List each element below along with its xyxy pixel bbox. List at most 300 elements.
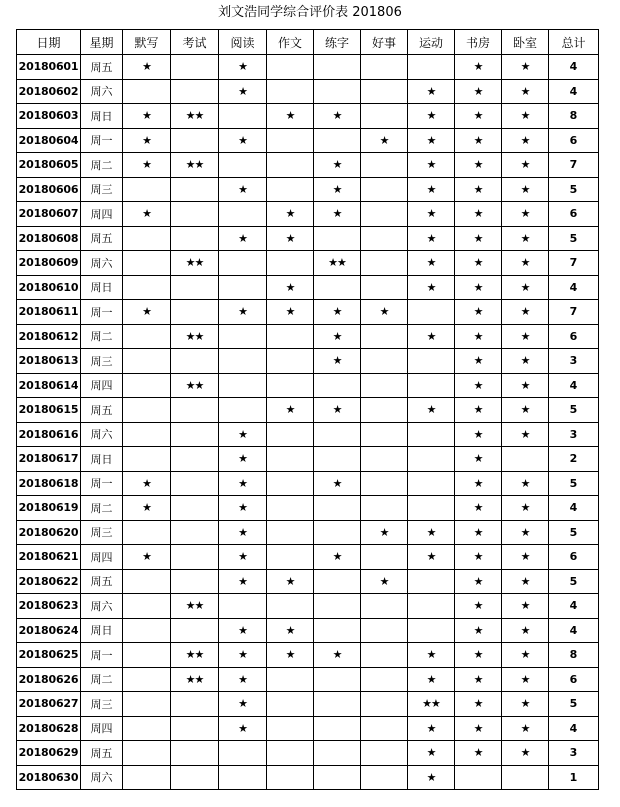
star-cell: ★ [219, 226, 267, 251]
table-row [17, 618, 599, 643]
star-cell: ★ [219, 55, 267, 80]
star-cell: ★ [502, 667, 549, 692]
column-header: 练字 [314, 30, 361, 55]
total-cell: 5 [549, 520, 599, 545]
weekday-cell: 周四 [81, 202, 123, 227]
star-cell: ★ [455, 643, 502, 668]
star-cell [219, 594, 267, 619]
star-cell [123, 716, 171, 741]
star-cell [314, 520, 361, 545]
star-cell [314, 692, 361, 717]
star-cell [123, 765, 171, 790]
star-cell: ★ [502, 496, 549, 521]
table-row [17, 373, 599, 398]
star-cell: ★ [219, 447, 267, 472]
star-cell: ★ [314, 153, 361, 178]
star-cell: ★ [455, 741, 502, 766]
star-cell [267, 177, 314, 202]
star-cell [361, 349, 408, 374]
column-header: 总计 [549, 30, 599, 55]
star-cell [361, 422, 408, 447]
star-cell: ★ [314, 545, 361, 570]
star-cell [171, 692, 219, 717]
total-cell: 6 [549, 202, 599, 227]
star-cell [361, 104, 408, 129]
star-cell: ★ [502, 618, 549, 643]
table-row [17, 104, 599, 129]
star-cell: ★ [455, 618, 502, 643]
star-cell: ★ [314, 643, 361, 668]
star-cell [267, 496, 314, 521]
star-cell [314, 594, 361, 619]
star-cell: ★ [219, 667, 267, 692]
star-cell [267, 55, 314, 80]
star-cell [267, 667, 314, 692]
star-cell: ★ [219, 569, 267, 594]
table-row [17, 422, 599, 447]
star-cell: ★ [502, 226, 549, 251]
star-cell [123, 422, 171, 447]
table-row [17, 55, 599, 80]
star-cell [361, 177, 408, 202]
date-cell: 20180626 [17, 667, 81, 692]
star-cell: ★ [314, 324, 361, 349]
star-cell [123, 349, 171, 374]
star-cell [171, 545, 219, 570]
star-cell [361, 226, 408, 251]
star-cell [361, 741, 408, 766]
star-cell: ★ [408, 520, 455, 545]
table-row [17, 79, 599, 104]
column-header: 日期 [17, 30, 81, 55]
date-cell: 20180630 [17, 765, 81, 790]
star-cell [361, 765, 408, 790]
table-row [17, 716, 599, 741]
star-cell [123, 251, 171, 276]
star-cell [267, 741, 314, 766]
star-cell: ★ [455, 692, 502, 717]
star-cell [123, 643, 171, 668]
star-cell: ★ [455, 153, 502, 178]
total-cell: 4 [549, 594, 599, 619]
star-cell: ★ [267, 300, 314, 325]
date-cell: 20180619 [17, 496, 81, 521]
table-row [17, 349, 599, 374]
star-cell [361, 471, 408, 496]
star-cell: ★ [502, 692, 549, 717]
weekday-cell: 周三 [81, 520, 123, 545]
table-row [17, 275, 599, 300]
star-cell [219, 741, 267, 766]
star-cell [314, 765, 361, 790]
star-cell [219, 104, 267, 129]
weekday-cell: 周五 [81, 741, 123, 766]
star-cell: ★ [455, 447, 502, 472]
star-cell [408, 373, 455, 398]
weekday-cell: 周一 [81, 643, 123, 668]
date-cell: 20180605 [17, 153, 81, 178]
table-row [17, 324, 599, 349]
date-cell: 20180622 [17, 569, 81, 594]
star-cell [314, 79, 361, 104]
star-cell: ★ [455, 128, 502, 153]
weekday-cell: 周六 [81, 422, 123, 447]
weekday-cell: 周三 [81, 692, 123, 717]
star-cell [123, 569, 171, 594]
star-cell [267, 373, 314, 398]
star-cell: ★ [361, 128, 408, 153]
star-cell: ★★ [171, 594, 219, 619]
star-cell: ★ [408, 202, 455, 227]
star-cell [314, 373, 361, 398]
total-cell: 5 [549, 177, 599, 202]
star-cell [361, 153, 408, 178]
star-cell [408, 618, 455, 643]
star-cell: ★ [267, 398, 314, 423]
star-cell [361, 667, 408, 692]
weekday-cell: 周六 [81, 79, 123, 104]
star-cell: ★ [267, 226, 314, 251]
star-cell: ★ [219, 618, 267, 643]
star-cell [267, 520, 314, 545]
star-cell: ★ [219, 520, 267, 545]
star-cell: ★★ [171, 373, 219, 398]
star-cell [171, 496, 219, 521]
total-cell: 8 [549, 643, 599, 668]
star-cell: ★ [455, 716, 502, 741]
weekday-cell: 周四 [81, 373, 123, 398]
star-cell: ★ [455, 349, 502, 374]
star-cell [219, 398, 267, 423]
column-header: 阅读 [219, 30, 267, 55]
star-cell: ★ [455, 667, 502, 692]
star-cell: ★ [455, 251, 502, 276]
date-cell: 20180618 [17, 471, 81, 496]
star-cell: ★ [267, 569, 314, 594]
table-row [17, 251, 599, 276]
star-cell [314, 741, 361, 766]
star-cell: ★ [314, 300, 361, 325]
star-cell [408, 594, 455, 619]
total-cell: 6 [549, 324, 599, 349]
star-cell [408, 300, 455, 325]
star-cell [314, 496, 361, 521]
star-cell [361, 373, 408, 398]
date-cell: 20180614 [17, 373, 81, 398]
star-cell [267, 128, 314, 153]
star-cell: ★ [455, 226, 502, 251]
star-cell: ★ [455, 324, 502, 349]
star-cell [219, 324, 267, 349]
star-cell [171, 398, 219, 423]
star-cell: ★ [502, 324, 549, 349]
star-cell [361, 496, 408, 521]
date-cell: 20180609 [17, 251, 81, 276]
star-cell: ★ [455, 520, 502, 545]
star-cell: ★ [502, 251, 549, 276]
star-cell: ★ [502, 520, 549, 545]
star-cell: ★ [219, 471, 267, 496]
column-header: 卧室 [502, 30, 549, 55]
star-cell [171, 349, 219, 374]
star-cell: ★ [455, 398, 502, 423]
star-cell: ★ [219, 692, 267, 717]
star-cell [123, 373, 171, 398]
star-cell: ★ [502, 471, 549, 496]
total-cell: 3 [549, 422, 599, 447]
star-cell: ★ [123, 545, 171, 570]
star-cell: ★★ [171, 104, 219, 129]
star-cell [267, 765, 314, 790]
total-cell: 6 [549, 128, 599, 153]
star-cell: ★ [408, 104, 455, 129]
table-body [17, 55, 599, 790]
star-cell [267, 422, 314, 447]
star-cell [171, 447, 219, 472]
star-cell: ★ [314, 349, 361, 374]
weekday-cell: 周二 [81, 324, 123, 349]
date-cell: 20180624 [17, 618, 81, 643]
star-cell: ★★ [314, 251, 361, 276]
star-cell: ★ [502, 275, 549, 300]
star-cell: ★ [455, 422, 502, 447]
star-cell: ★ [455, 569, 502, 594]
star-cell [408, 422, 455, 447]
star-cell: ★ [314, 398, 361, 423]
star-cell: ★ [455, 373, 502, 398]
star-cell: ★ [408, 128, 455, 153]
star-cell: ★★ [171, 643, 219, 668]
star-cell [361, 202, 408, 227]
star-cell: ★ [123, 202, 171, 227]
star-cell: ★ [123, 496, 171, 521]
star-cell [171, 202, 219, 227]
star-cell: ★ [219, 496, 267, 521]
column-header: 好事 [361, 30, 408, 55]
total-cell: 5 [549, 398, 599, 423]
date-cell: 20180629 [17, 741, 81, 766]
star-cell: ★ [502, 398, 549, 423]
table-row [17, 128, 599, 153]
weekday-cell: 周二 [81, 153, 123, 178]
star-cell [267, 594, 314, 619]
star-cell: ★ [123, 153, 171, 178]
date-cell: 20180613 [17, 349, 81, 374]
star-cell [171, 569, 219, 594]
star-cell [123, 275, 171, 300]
star-cell: ★ [219, 643, 267, 668]
total-cell: 3 [549, 349, 599, 374]
star-cell [361, 324, 408, 349]
column-header: 书房 [455, 30, 502, 55]
table-row [17, 667, 599, 692]
star-cell [171, 128, 219, 153]
date-cell: 20180607 [17, 202, 81, 227]
star-cell: ★ [267, 618, 314, 643]
weekday-cell: 周六 [81, 251, 123, 276]
weekday-cell: 周三 [81, 177, 123, 202]
star-cell [314, 55, 361, 80]
date-cell: 20180621 [17, 545, 81, 570]
total-cell: 7 [549, 300, 599, 325]
table-row [17, 741, 599, 766]
star-cell [408, 496, 455, 521]
header-row [17, 30, 599, 55]
star-cell: ★ [314, 471, 361, 496]
star-cell: ★ [408, 765, 455, 790]
date-cell: 20180604 [17, 128, 81, 153]
date-cell: 20180601 [17, 55, 81, 80]
star-cell [123, 618, 171, 643]
star-cell [171, 177, 219, 202]
table-row [17, 643, 599, 668]
star-cell: ★ [502, 177, 549, 202]
total-cell: 8 [549, 104, 599, 129]
star-cell [361, 545, 408, 570]
date-cell: 20180612 [17, 324, 81, 349]
star-cell [267, 153, 314, 178]
star-cell: ★ [123, 471, 171, 496]
table-row [17, 594, 599, 619]
table-row [17, 496, 599, 521]
total-cell: 4 [549, 79, 599, 104]
star-cell [171, 741, 219, 766]
star-cell [314, 422, 361, 447]
total-cell: 3 [549, 741, 599, 766]
star-cell: ★ [361, 520, 408, 545]
star-cell [267, 79, 314, 104]
star-cell: ★ [502, 55, 549, 80]
star-cell: ★ [408, 545, 455, 570]
star-cell: ★ [219, 545, 267, 570]
column-header: 运动 [408, 30, 455, 55]
weekday-cell: 周日 [81, 104, 123, 129]
star-cell [171, 300, 219, 325]
star-cell: ★ [502, 569, 549, 594]
star-cell [314, 667, 361, 692]
table-row [17, 202, 599, 227]
table-row [17, 520, 599, 545]
date-cell: 20180617 [17, 447, 81, 472]
star-cell: ★ [455, 496, 502, 521]
star-cell: ★ [219, 79, 267, 104]
star-cell: ★ [455, 594, 502, 619]
star-cell [219, 202, 267, 227]
star-cell [219, 251, 267, 276]
star-cell: ★ [219, 300, 267, 325]
star-cell: ★ [502, 79, 549, 104]
star-cell: ★ [455, 471, 502, 496]
star-cell [123, 692, 171, 717]
star-cell [361, 398, 408, 423]
total-cell: 1 [549, 765, 599, 790]
weekday-cell: 周日 [81, 275, 123, 300]
star-cell: ★ [408, 398, 455, 423]
table-row [17, 569, 599, 594]
star-cell: ★ [502, 128, 549, 153]
star-cell: ★ [455, 104, 502, 129]
star-cell: ★ [502, 545, 549, 570]
date-cell: 20180616 [17, 422, 81, 447]
star-cell: ★ [502, 349, 549, 374]
star-cell: ★ [502, 104, 549, 129]
star-cell: ★★ [171, 251, 219, 276]
star-cell: ★ [408, 177, 455, 202]
table-row [17, 226, 599, 251]
star-cell: ★★ [171, 153, 219, 178]
column-header: 默写 [123, 30, 171, 55]
star-cell [361, 618, 408, 643]
star-cell: ★ [408, 716, 455, 741]
star-cell [267, 471, 314, 496]
date-cell: 20180610 [17, 275, 81, 300]
star-cell [408, 55, 455, 80]
star-cell [171, 79, 219, 104]
star-cell: ★ [455, 545, 502, 570]
star-cell [361, 643, 408, 668]
total-cell: 5 [549, 569, 599, 594]
star-cell: ★ [123, 55, 171, 80]
star-cell [455, 765, 502, 790]
star-cell: ★ [219, 177, 267, 202]
total-cell: 5 [549, 471, 599, 496]
weekday-cell: 周五 [81, 226, 123, 251]
star-cell: ★★ [171, 667, 219, 692]
star-cell: ★ [408, 275, 455, 300]
star-cell: ★ [408, 226, 455, 251]
total-cell: 6 [549, 545, 599, 570]
star-cell: ★ [408, 153, 455, 178]
star-cell [408, 471, 455, 496]
star-cell [123, 79, 171, 104]
date-cell: 20180623 [17, 594, 81, 619]
total-cell: 4 [549, 618, 599, 643]
star-cell: ★ [502, 716, 549, 741]
total-cell: 2 [549, 447, 599, 472]
weekday-cell: 周三 [81, 349, 123, 374]
weekday-cell: 周五 [81, 569, 123, 594]
star-cell [267, 324, 314, 349]
star-cell [219, 765, 267, 790]
star-cell [361, 275, 408, 300]
star-cell: ★ [455, 55, 502, 80]
star-cell: ★ [502, 643, 549, 668]
date-cell: 20180611 [17, 300, 81, 325]
star-cell: ★ [219, 716, 267, 741]
star-cell [267, 447, 314, 472]
star-cell [408, 447, 455, 472]
total-cell: 7 [549, 153, 599, 178]
weekday-cell: 周一 [81, 471, 123, 496]
star-cell [171, 275, 219, 300]
total-cell: 4 [549, 373, 599, 398]
star-cell: ★ [455, 275, 502, 300]
weekday-cell: 周六 [81, 765, 123, 790]
star-cell: ★ [408, 741, 455, 766]
star-cell: ★ [408, 79, 455, 104]
star-cell [314, 716, 361, 741]
star-cell [361, 692, 408, 717]
table-row [17, 471, 599, 496]
weekday-cell: 周五 [81, 55, 123, 80]
star-cell: ★ [408, 643, 455, 668]
star-cell [171, 471, 219, 496]
star-cell [267, 716, 314, 741]
star-cell [314, 226, 361, 251]
total-cell: 4 [549, 55, 599, 80]
star-cell: ★ [314, 104, 361, 129]
star-cell: ★★ [171, 324, 219, 349]
